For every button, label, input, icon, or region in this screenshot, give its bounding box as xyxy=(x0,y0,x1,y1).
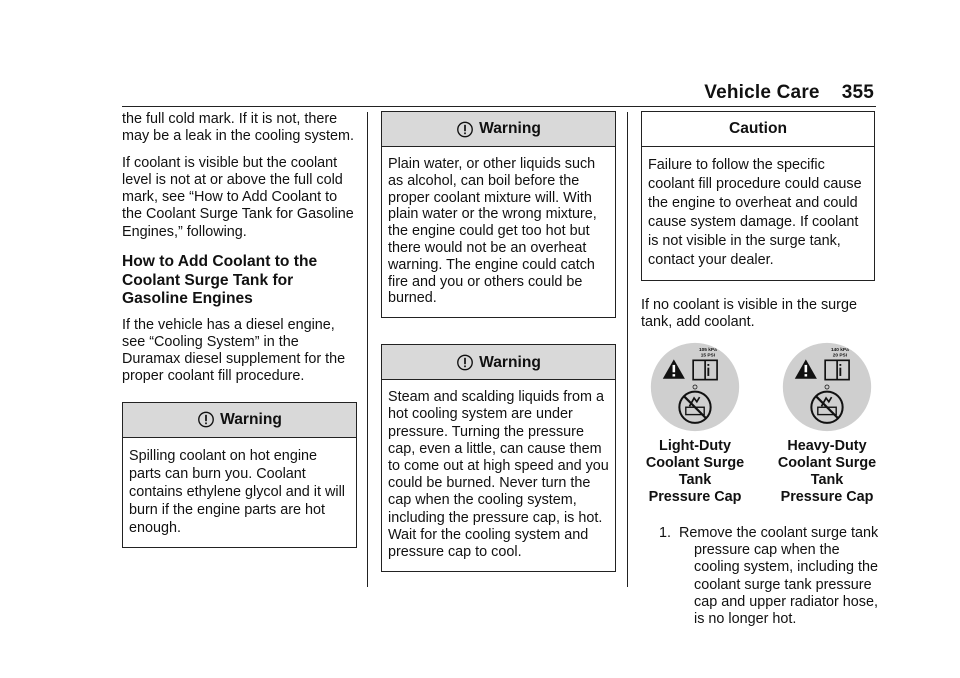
section-heading: How to Add Coolant to the Coolant Surge Tank for Gasoline Engines xyxy=(122,253,318,308)
warning-header xyxy=(382,345,615,380)
warning-text: Steam and scalding liquids from a hot cooling system are under pressure. Turning the pressure cap, even a little, can cause them to come out at high speed and you could be burned. Never turn the cap when the cooling system, including the pressure cap, is hot. Wait for the cooling system and pressure cap to cool. xyxy=(388,389,609,560)
header-rule xyxy=(122,106,876,107)
page-number: 355 xyxy=(841,82,874,103)
pressure-cap-label-icon xyxy=(781,341,873,433)
warning-icon xyxy=(456,121,474,138)
light-duty-cap-label xyxy=(641,341,749,507)
column-divider-1 xyxy=(367,112,368,587)
pressure-psi: 15 PSI xyxy=(700,353,716,359)
page-header xyxy=(704,82,874,104)
warning-title: Warning xyxy=(479,120,541,138)
heavy-duty-cap-label xyxy=(773,341,881,507)
warning-header xyxy=(382,112,615,147)
paragraph: If coolant is visible but the coolant level is not at or above the full cold mark, see “How to Add Coolant to the Coolant Surge Tank for Gasoline Engines,” following. xyxy=(122,154,354,240)
pressure-kpa: 105 kPa xyxy=(698,347,717,353)
warning-icon xyxy=(197,411,215,428)
pressure-psi: 20 PSI xyxy=(832,353,848,359)
caution-header xyxy=(642,112,874,147)
warning-title: Warning xyxy=(479,353,541,371)
section-title: Vehicle Care xyxy=(704,82,820,103)
caution-box xyxy=(641,111,875,281)
warning-text: Spilling coolant on hot engine parts can burn you. Coolant contains ethylene glycol and it will burn if the engine parts are hot enough. xyxy=(129,447,345,536)
warning-box xyxy=(381,344,616,572)
caution-title: Caution xyxy=(728,120,788,138)
column-3 xyxy=(641,111,881,629)
pressure-cap-label-icon xyxy=(649,341,741,433)
warning-box xyxy=(381,111,616,318)
step-item xyxy=(641,525,881,629)
paragraph: the full cold mark. If it is not, there may be a leak in the cooling system. xyxy=(122,111,354,145)
caution-text: Failure to follow the specific coolant fill procedure could cause the engine to overheat and could cause system damage. If coolant is not visible in the surge tank, contact your dealer. xyxy=(648,157,862,268)
column-2 xyxy=(381,111,616,572)
procedure-steps xyxy=(641,525,881,629)
step-text: Remove the coolant surge tank pressure cap when the cooling system, including the coolant surge tank pressure cap and upper radiator hose, is no longer hot. xyxy=(679,524,879,628)
pressure-kpa: 140 kPa xyxy=(830,347,849,353)
paragraph: If no coolant is visible in the surge tank, add coolant. xyxy=(641,297,857,331)
column-divider-2 xyxy=(627,112,628,587)
warning-header xyxy=(123,403,356,438)
warning-title: Warning xyxy=(220,411,282,429)
warning-icon xyxy=(456,354,474,371)
column-1 xyxy=(122,111,357,548)
pressure-cap-labels xyxy=(641,341,881,507)
cap-caption: Heavy-Duty Coolant Surge Tank Pressure Cap xyxy=(777,437,877,506)
warning-box xyxy=(122,402,357,548)
paragraph: If the vehicle has a diesel engine, see “Cooling System” in the Duramax diesel supplement for the proper coolant fill procedure. xyxy=(122,316,346,385)
step-number: 1. xyxy=(658,524,671,541)
warning-text: Plain water, or other liquids such as alcohol, can boil before the proper coolant mixture will. With plain water or the wrong mixture, the engine could get too hot but there would not be an overheat warning. The engine could catch fire and you or others could be burned. xyxy=(388,156,597,307)
cap-caption: Light-Duty Coolant Surge Tank Pressure Cap xyxy=(645,437,745,506)
